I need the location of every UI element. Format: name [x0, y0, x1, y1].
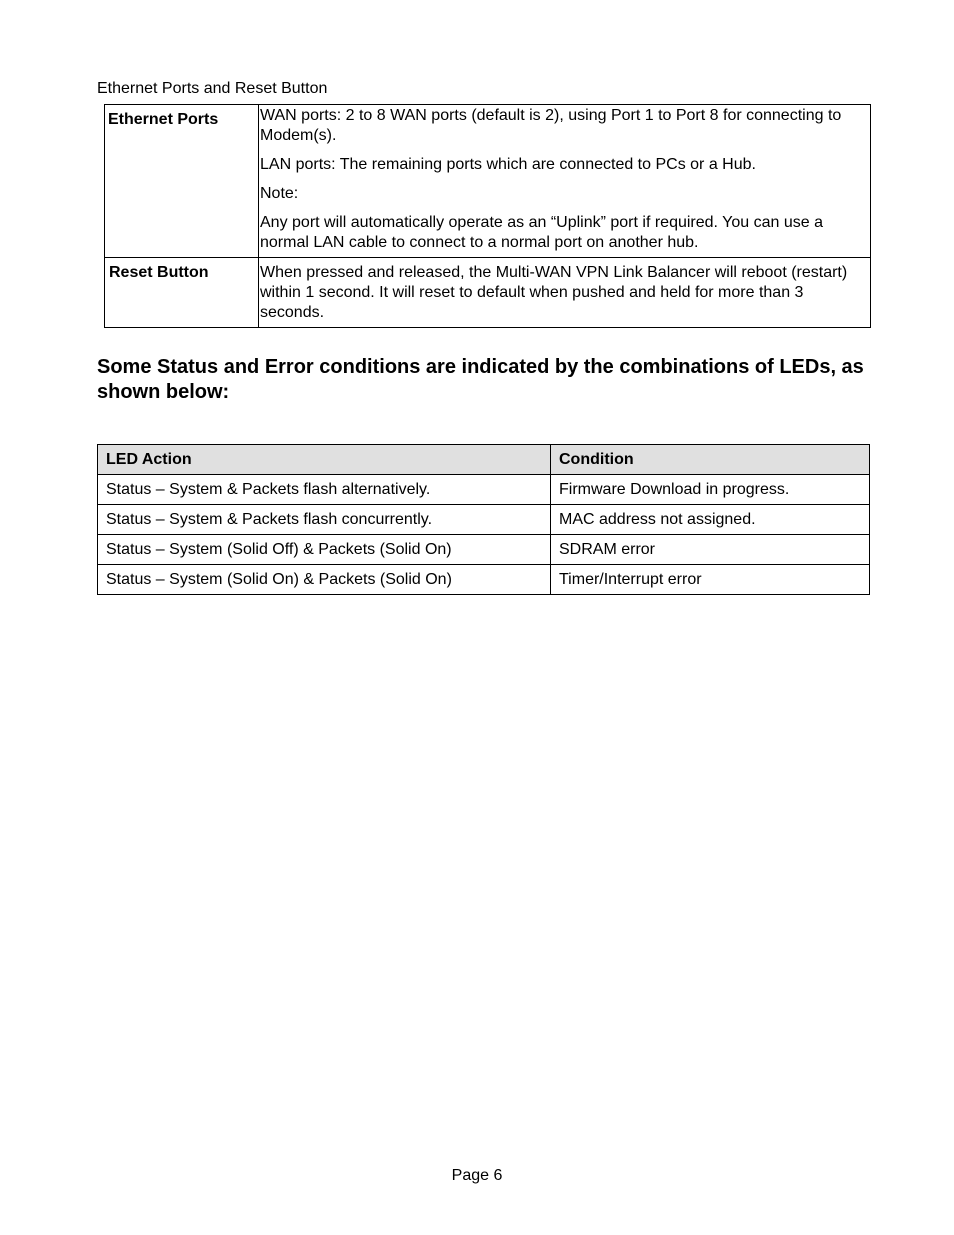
condition-cell: MAC address not assigned.	[551, 505, 870, 535]
ethernet-ports-description	[259, 105, 871, 258]
table-row	[98, 565, 870, 595]
ethernet-ports-label: Ethernet Ports	[105, 105, 259, 258]
condition-cell: Timer/Interrupt error	[551, 565, 870, 595]
table-row	[98, 505, 870, 535]
table-row-reset-button	[105, 258, 871, 328]
reset-button-description	[259, 258, 871, 328]
table-caption: Ethernet Ports and Reset Button	[97, 80, 328, 97]
led-status-table	[97, 444, 870, 595]
condition-cell: SDRAM error	[551, 535, 870, 565]
reset-text: When pressed and released, the Multi-WAN VPN Link Balancer will reboot (restart) within 1 second. It will reset to default when pushed and held for more than 3 seconds.	[260, 264, 848, 321]
table-row	[98, 475, 870, 505]
wan-ports-text: WAN ports: 2 to 8 WAN ports (default is 2), using Port 1 to Port 8 for connecting to Modem(s).	[260, 107, 842, 144]
section-heading: Some Status and Error conditions are indicated by the combinations of LEDs, as shown below:	[97, 356, 864, 403]
lan-ports-text: LAN ports: The remaining ports which are connected to PCs or a Hub.	[260, 156, 756, 173]
column-header-condition: Condition	[551, 445, 870, 475]
table-row-ethernet-ports	[105, 105, 871, 258]
led-action-cell: Status – System (Solid On) & Packets (Solid On)	[98, 565, 551, 595]
led-action-cell: Status – System & Packets flash alternatively.	[98, 475, 551, 505]
reset-button-label: Reset Button	[105, 258, 259, 328]
note-text: Any port will automatically operate as an “Uplink” port if required. You can use a normal LAN cable to connect to a normal port on another hub.	[260, 214, 823, 251]
condition-cell: Firmware Download in progress.	[551, 475, 870, 505]
led-action-cell: Status – System & Packets flash concurrently.	[98, 505, 551, 535]
led-action-cell: Status – System (Solid Off) & Packets (Solid On)	[98, 535, 551, 565]
table-header-row	[98, 445, 870, 475]
page-number: Page 6	[451, 1167, 503, 1184]
note-label: Note:	[260, 185, 299, 202]
table-row	[98, 535, 870, 565]
column-header-led-action: LED Action	[98, 445, 551, 475]
ethernet-reset-table	[104, 104, 871, 328]
